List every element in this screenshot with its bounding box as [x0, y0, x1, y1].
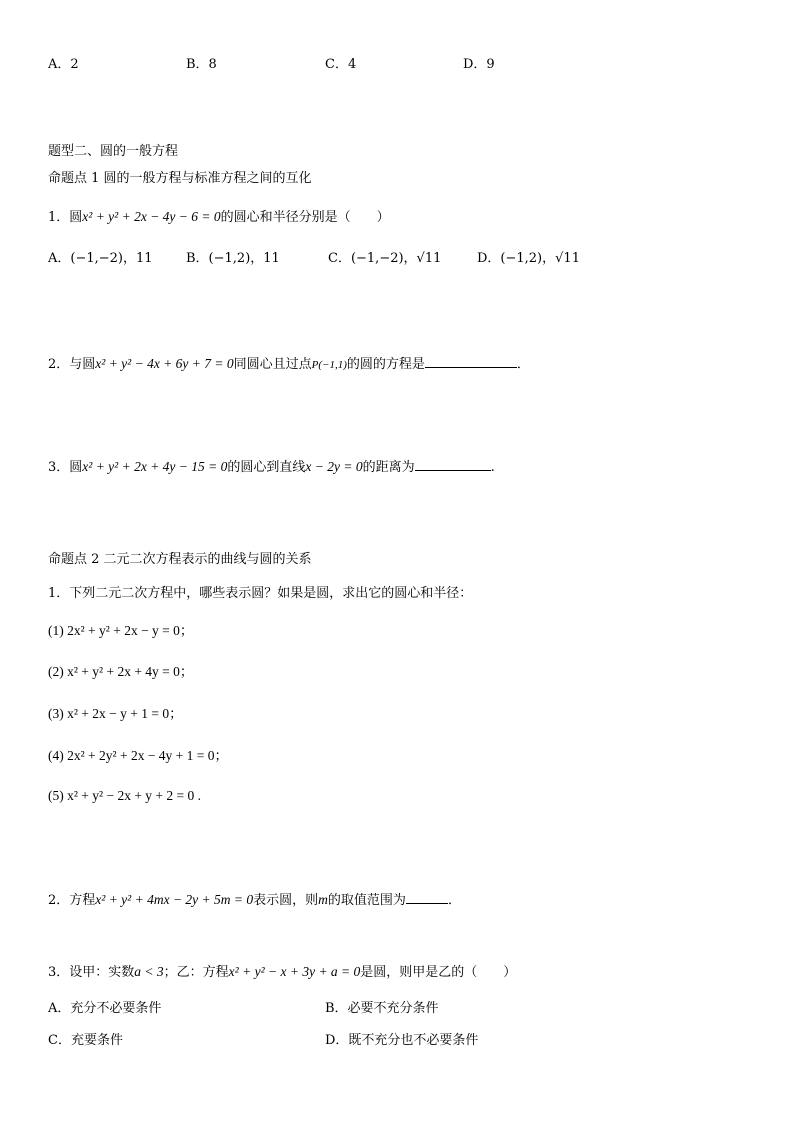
question-3	[48, 458, 495, 477]
option-a: A．2	[48, 57, 79, 72]
q1-option-c: C．(−1,−2)，√11	[328, 251, 442, 266]
q6-equation: x² + y² − x + 3y + a = 0	[228, 964, 361, 979]
q1-equation: x² + y² + 2x − 4y − 6 = 0	[82, 209, 221, 224]
q5-suffix: 的取值范围为	[327, 893, 406, 908]
q3-middle: 的圆心到直线	[227, 460, 306, 475]
q4-item-4: (4) 2x² + 2y² + 2x − 4y + 1 = 0；	[48, 748, 229, 763]
section-title: 题型二、圆的一般方程	[48, 144, 179, 159]
q5-middle: 表示圆，则	[253, 893, 319, 908]
q5-equation: x² + y² + 4mx − 2y + 5m = 0	[95, 892, 254, 907]
q4-item-5: (5) x² + y² − 2x + y + 2 = 0 .	[48, 788, 202, 803]
q6-option-a: A．充分不必要条件	[48, 1001, 162, 1016]
q3-suffix: 的距离为	[362, 460, 415, 475]
q1-suffix: 的圆心和半径分别是（ ）	[220, 210, 390, 225]
q6-suffix: 是圆，则甲是乙的（ ）	[360, 965, 517, 980]
option-d: D．9	[463, 57, 495, 72]
q2-equation: x² + y² − 4x + 6y + 7 = 0	[95, 356, 234, 371]
option-b: B．8	[186, 57, 217, 72]
q3-line: x − 2y = 0	[305, 459, 363, 474]
q3-end: .	[490, 460, 495, 475]
q2-middle: 同圆心且过点	[233, 357, 312, 372]
q4-item-2: (2) x² + y² + 2x + 4y = 0；	[48, 664, 194, 679]
q6-option-b: B．必要不充分条件	[325, 1001, 439, 1016]
q6-option-d: D．既不充分也不必要条件	[325, 1033, 479, 1048]
question-5	[48, 891, 461, 910]
topic-1-title: 命题点 1 圆的一般方程与标准方程之间的互化	[48, 171, 312, 186]
question-2	[48, 355, 530, 374]
q1-prefix: 1．圆	[48, 210, 83, 225]
q6-middle: ；乙：方程	[163, 965, 229, 980]
q2-point: P(−1,1)	[311, 359, 347, 371]
q2-suffix: 的圆的方程是	[346, 357, 425, 372]
q2-prefix: 2．与圆	[48, 357, 96, 372]
q6-cond: a < 3	[134, 964, 164, 979]
q1-option-a: A．(−1,−2)，11	[48, 251, 153, 266]
q3-answer-blank[interactable]	[415, 458, 491, 471]
question-1	[48, 208, 390, 227]
q3-equation: x² + y² + 2x + 4y − 15 = 0	[82, 459, 228, 474]
q5-end: ．	[447, 893, 461, 908]
q5-var: m	[318, 892, 328, 907]
q1-option-b: B．(−1,2)，11	[186, 251, 280, 266]
topic-2-title: 命题点 2 二元二次方程表示的曲线与圆的关系	[48, 552, 312, 567]
q4-item-3: (3) x² + 2x − y + 1 = 0；	[48, 706, 183, 721]
q6-option-c: C．充要条件	[48, 1033, 123, 1048]
q2-end: ．	[516, 357, 530, 372]
question-4-stem: 1．下列二元二次方程中，哪些表示圆？如果是圆，求出它的圆心和半径：	[48, 586, 473, 601]
q3-prefix: 3．圆	[48, 460, 83, 475]
question-6	[48, 963, 516, 982]
q4-item-1: (1) 2x² + y² + 2x − y = 0；	[48, 623, 194, 638]
q5-answer-blank[interactable]	[406, 891, 448, 904]
q5-prefix: 2．方程	[48, 893, 96, 908]
q2-answer-blank[interactable]	[425, 355, 517, 368]
option-c: C．4	[325, 57, 357, 72]
q1-option-d: D．(−1,2)，√11	[477, 251, 580, 266]
q6-prefix: 3．设甲：实数	[48, 965, 135, 980]
